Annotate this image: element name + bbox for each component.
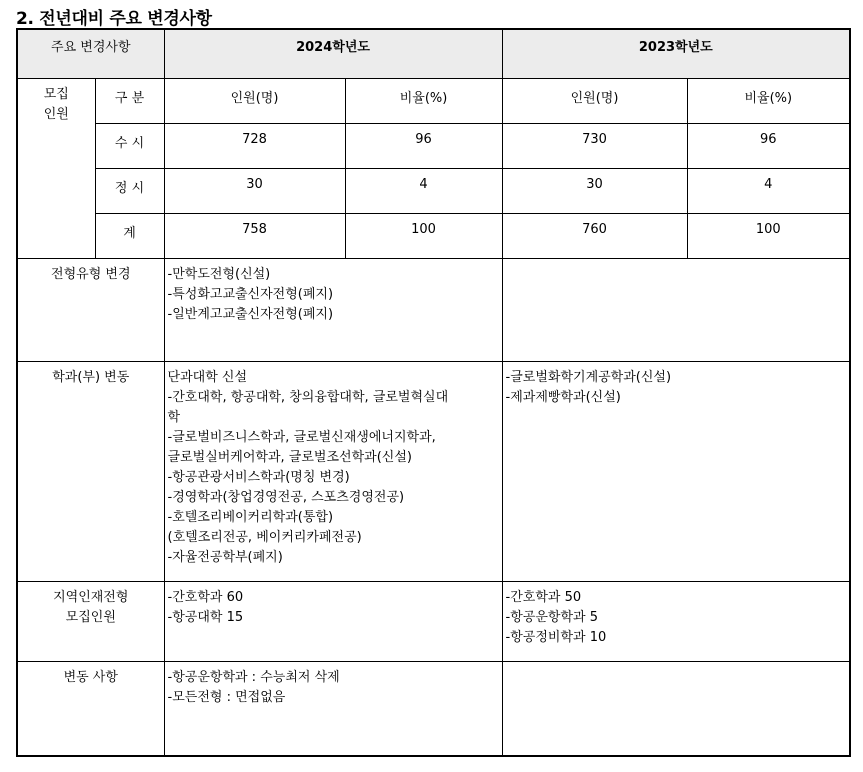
list-item: -간호학과 60	[167, 590, 244, 605]
admission-type-2023	[502, 259, 850, 362]
header-main-changes	[17, 29, 164, 79]
changes-2024	[164, 662, 502, 757]
value-label: 30	[586, 177, 603, 192]
list-item: -항공대학 15	[167, 610, 244, 625]
value-cell	[345, 124, 502, 169]
value-label: 96	[760, 132, 777, 147]
header-2023	[502, 29, 850, 79]
list-item: (호텔조리전공, 베이커리카페전공)	[167, 530, 362, 545]
value-cell	[164, 124, 345, 169]
list-item: -모든전형 : 면접없음	[167, 690, 286, 705]
gubun-label: 구 분	[114, 91, 145, 106]
value-label: 760	[582, 222, 607, 237]
regional-2023	[502, 582, 850, 662]
page-title: 2. 전년대비 주요 변경사항	[16, 9, 212, 29]
recruit-label-line2: 인원	[43, 107, 69, 122]
admission-type-2024	[164, 259, 502, 362]
regional-2024	[164, 582, 502, 662]
value-cell	[687, 214, 850, 259]
value-cell	[502, 169, 687, 214]
value-label: 4	[764, 177, 773, 192]
admission-type-row	[17, 259, 850, 362]
list-item: -일반계고교출신자전형(폐지)	[167, 307, 334, 322]
row-name-label: 수 시	[114, 136, 145, 151]
list-item: 단과대학 신설	[167, 370, 247, 385]
changes-label: 변동 사항	[63, 670, 118, 685]
list-item: -항공정비학과 10	[505, 630, 607, 645]
regional-label-line2: 모집인원	[65, 610, 116, 625]
recruit-row-susi	[17, 124, 850, 169]
count-2023-label: 인원(명)	[570, 91, 619, 106]
changes-2023	[502, 662, 850, 757]
recruit-row-total	[17, 214, 850, 259]
recruit-row-jeongsi	[17, 169, 850, 214]
list-item: 글로벌실버케어학과, 글로벌조선학과(신설)	[167, 450, 412, 465]
ratio-2023-header	[687, 79, 850, 124]
list-item: -글로벌비즈니스학과, 글로벌신재생에너지학과,	[167, 430, 436, 445]
dept-change-row	[17, 362, 850, 582]
value-cell	[502, 124, 687, 169]
count-2024-label: 인원(명)	[230, 91, 279, 106]
list-item: -제과제빵학과(신설)	[505, 390, 621, 405]
value-label: 100	[411, 222, 436, 237]
changes-row	[17, 662, 850, 757]
gubun-cell	[95, 79, 164, 124]
dept-change-2024	[164, 362, 502, 582]
row-name-label: 정 시	[114, 181, 145, 196]
value-label: 30	[246, 177, 263, 192]
list-item: -특성화고교출신자전형(폐지)	[167, 287, 334, 302]
list-item: -만학도전형(신설)	[167, 267, 271, 282]
recruit-label-line1: 모집	[43, 87, 69, 102]
list-item: -항공운항학과 5	[505, 610, 598, 625]
header-row	[17, 29, 850, 79]
value-cell	[502, 214, 687, 259]
admission-type-label-cell	[17, 259, 164, 362]
header-2024-label: 2024학년도	[296, 40, 370, 55]
row-name-label: 계	[123, 226, 136, 241]
row-name	[95, 214, 164, 259]
value-cell	[687, 169, 850, 214]
value-label: 758	[242, 222, 267, 237]
header-2023-label: 2023학년도	[638, 40, 713, 55]
value-cell	[164, 214, 345, 259]
ratio-2024-label: 비율(%)	[399, 91, 448, 106]
list-item: 학	[167, 410, 181, 425]
changes-table	[16, 28, 851, 757]
ratio-2023-label: 비율(%)	[744, 91, 793, 106]
list-item: -간호학과 50	[505, 590, 582, 605]
admission-type-label: 전형유형 변경	[51, 267, 131, 282]
dept-change-2023	[502, 362, 850, 582]
value-label: 730	[582, 132, 607, 147]
dept-change-label-cell	[17, 362, 164, 582]
value-label: 728	[242, 132, 267, 147]
header-main-changes-label: 주요 변경사항	[51, 40, 131, 55]
value-label: 100	[755, 222, 781, 237]
value-cell	[687, 124, 850, 169]
value-label: 96	[415, 132, 432, 147]
value-cell	[164, 169, 345, 214]
value-cell	[345, 214, 502, 259]
regional-label-cell	[17, 582, 164, 662]
list-item: -경영학과(창업경영전공, 스포츠경영전공)	[167, 490, 405, 505]
row-name	[95, 124, 164, 169]
list-item: -자율전공학부(폐지)	[167, 550, 283, 565]
count-2023-header	[502, 79, 687, 124]
list-item: -항공운항학과 : 수능최저 삭제	[167, 670, 340, 685]
regional-row	[17, 582, 850, 662]
list-item: -호텔조리베이커리학과(통합)	[167, 510, 334, 525]
dept-change-label: 학과(부) 변동	[52, 370, 130, 385]
regional-label-line1: 지역인재전형	[53, 590, 129, 605]
list-item: -항공관광서비스학과(명칭 변경)	[167, 470, 350, 485]
value-label: 4	[419, 177, 428, 192]
changes-label-cell	[17, 662, 164, 757]
count-2024-header	[164, 79, 345, 124]
row-name	[95, 169, 164, 214]
recruit-subheader-row	[17, 79, 850, 124]
ratio-2024-header	[345, 79, 502, 124]
value-cell	[345, 169, 502, 214]
header-2024	[164, 29, 502, 79]
recruit-label-cell	[17, 79, 95, 259]
list-item: -간호대학, 항공대학, 창의융합대학, 글로벌혁실대	[167, 390, 449, 405]
list-item: -글로벌화학기계공학과(신설)	[505, 370, 672, 385]
